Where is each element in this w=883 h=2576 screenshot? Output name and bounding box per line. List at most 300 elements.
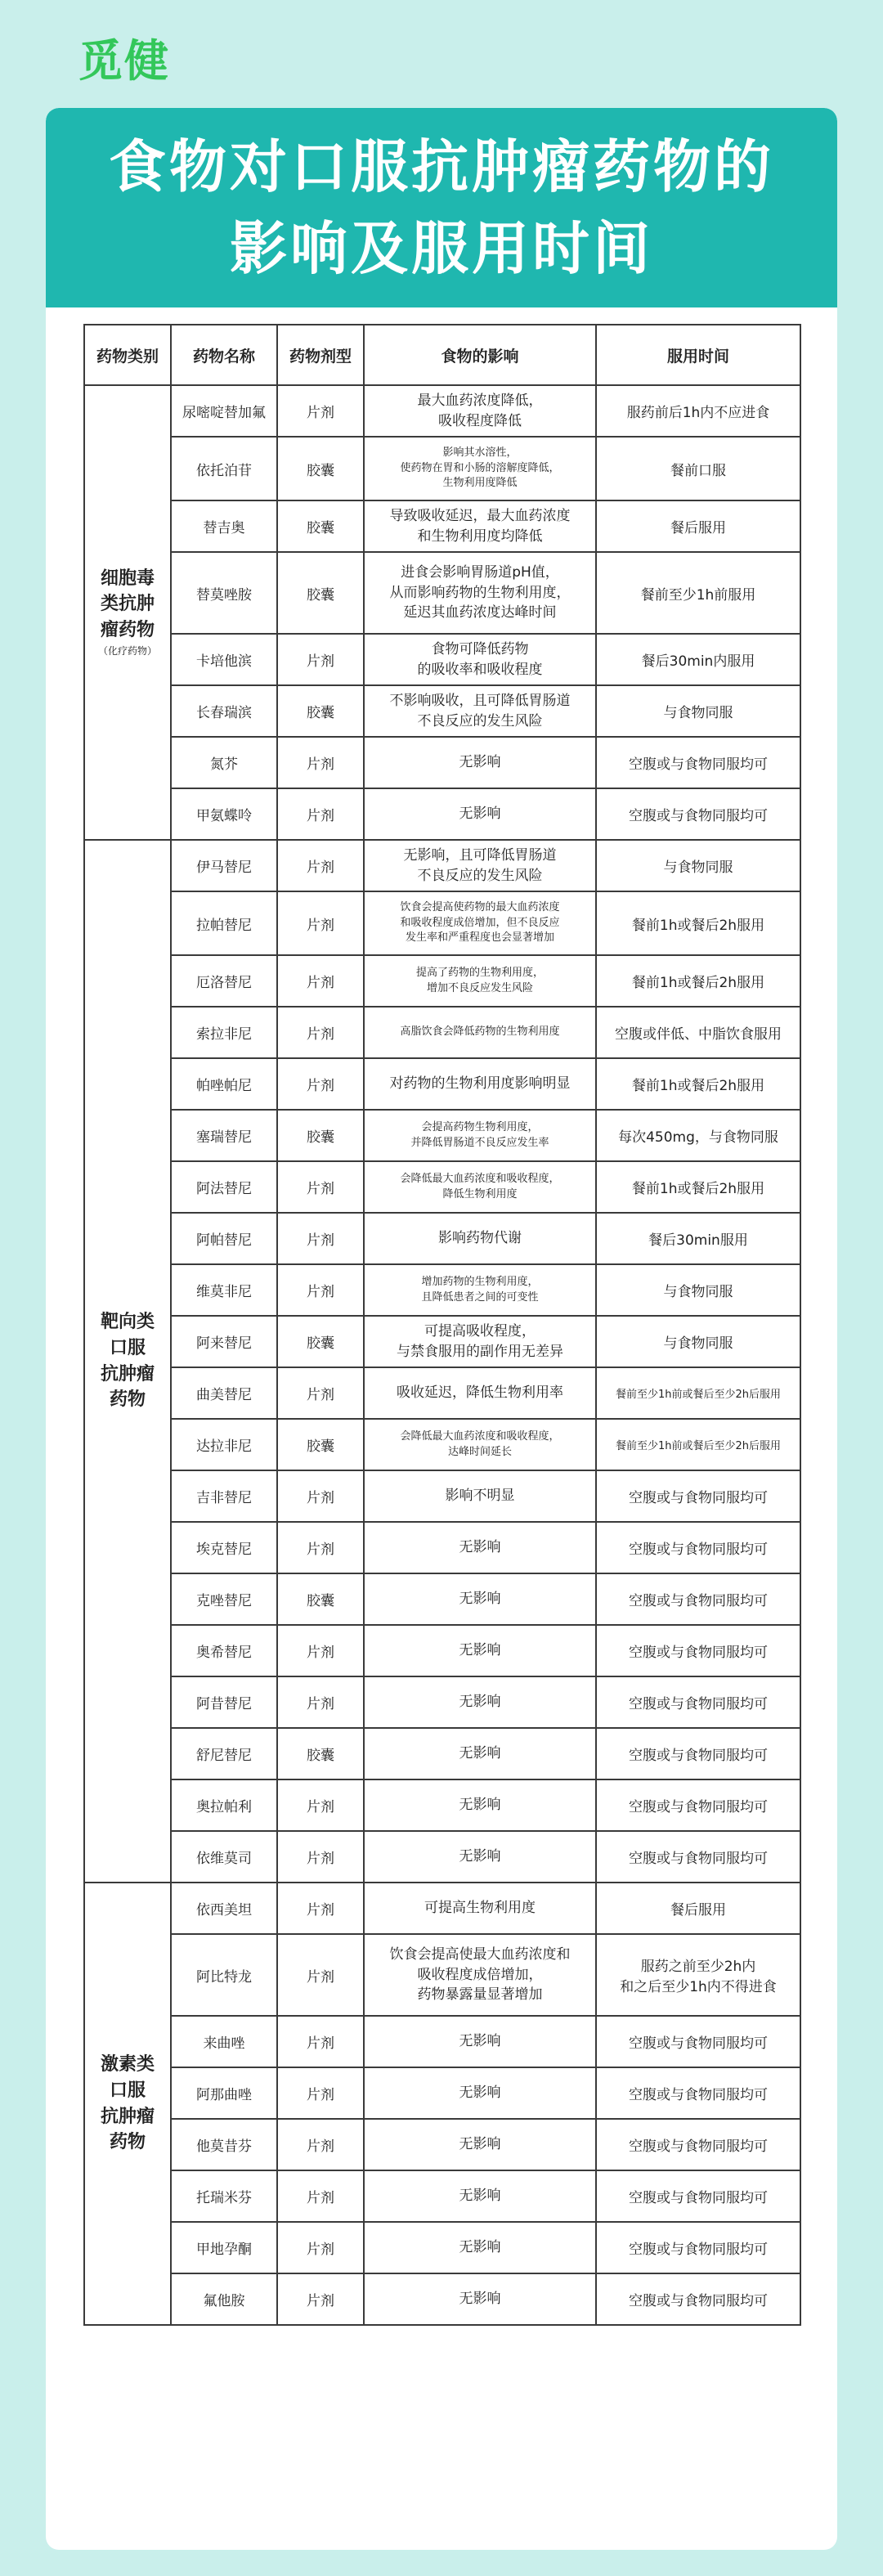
table-header-row: [84, 325, 800, 385]
dosage-form-cell: 片剂: [277, 1264, 364, 1316]
dosing-time-line: 空腹或与食物同服均可: [629, 808, 768, 824]
title-banner: [46, 108, 837, 307]
dosage-form-cell: 胶囊: [277, 1110, 364, 1161]
food-effect-cell: [364, 685, 596, 737]
category-note: （化疗药物）: [97, 645, 157, 657]
food-effect-line: 影响药物代谢: [438, 1230, 522, 1247]
food-effect-line: 和吸收程度成倍增加，但不良反应: [400, 916, 560, 929]
dosing-time-line: 餐后服用: [670, 1902, 726, 1919]
dosing-time-line: 餐后服用: [670, 520, 726, 536]
food-effect-cell: [364, 552, 596, 634]
food-effect-line: 不良反应的发生风险: [417, 712, 543, 729]
food-effect-cell: [364, 1831, 596, 1883]
header-category: 药物类别: [84, 325, 171, 385]
food-effect-line: 吸收延迟，降低生物利用率: [397, 1384, 563, 1402]
food-effect-line: 无影响: [459, 2239, 501, 2256]
table-row: [84, 1676, 800, 1728]
dosing-time-line: 餐后30min内服用: [641, 653, 755, 670]
dosing-time-line: 空腹或与食物同服均可: [629, 2035, 768, 2052]
page-title-line-2: 影响及服用时间: [230, 215, 653, 282]
dosing-time-line: 与食物同服: [663, 859, 733, 876]
food-effect-line: 发生率和严重程度也会显著增加: [405, 931, 554, 945]
dosing-time-line: 空腹或与食物同服均可: [629, 2190, 768, 2206]
food-effect-line: 使药物在胃和小肠的溶解度降低，: [400, 461, 560, 474]
food-effect-cell: [364, 2170, 596, 2222]
dosing-time-cell: [596, 1419, 800, 1470]
header-dosage-form: 药物剂型: [277, 325, 364, 385]
drug-name-cell: 依西美坦: [171, 1883, 277, 1934]
food-effect-line: 可提高吸收程度，: [424, 1322, 536, 1340]
table-body: [84, 385, 800, 2325]
dosing-time-cell: [596, 2067, 800, 2119]
dosing-time-line: 餐前1h或餐后2h服用: [631, 1078, 765, 1094]
table-row: [84, 1058, 800, 1110]
food-effect-cell: [364, 788, 596, 840]
dosing-time-cell: [596, 955, 800, 1007]
dosing-time-line: 空腹或与食物同服均可: [629, 1696, 768, 1712]
table-row: [84, 1007, 800, 1058]
dosing-time-line: 与食物同服: [663, 1335, 733, 1352]
dosage-form-cell: 片剂: [277, 1058, 364, 1110]
drug-name-cell: 伊马替尼: [171, 840, 277, 891]
food-effect-line: 无影响: [459, 1848, 501, 1865]
dosing-time-line: 餐前1h或餐后2h服用: [631, 1181, 765, 1197]
drug-name-cell: 奥拉帕利: [171, 1779, 277, 1831]
dosing-time-cell: [596, 1058, 800, 1110]
dosing-time-cell: [596, 634, 800, 685]
dosing-time-cell: [596, 1779, 800, 1831]
food-effect-line: 增加不良反应发生风险: [426, 981, 533, 994]
dosing-time-line: 与食物同服: [663, 705, 733, 721]
food-effect-cell: [364, 2273, 596, 2325]
food-effect-line: 降低生物利用度: [442, 1187, 518, 1200]
category-name-line: 口服: [109, 2080, 146, 2101]
table-row: [84, 500, 800, 552]
dosing-time-line: 每次450mg，与食物同服: [618, 1129, 778, 1146]
dosing-time-cell: [596, 1676, 800, 1728]
table-row: [84, 1264, 800, 1316]
table-row: [84, 1573, 800, 1625]
food-effect-cell: [364, 891, 596, 955]
dosage-form-cell: 胶囊: [277, 552, 364, 634]
dosing-time-line: 空腹或与食物同服均可: [629, 1542, 768, 1558]
food-effect-line: 无影响: [459, 1797, 501, 1814]
food-effect-line: 吸收程度降低: [438, 412, 522, 429]
page-title-line-1: 食物对口服抗肿瘤药物的: [109, 133, 774, 200]
table-row: [84, 840, 800, 891]
food-effect-cell: [364, 1316, 596, 1367]
content-card: [46, 108, 837, 2550]
food-effect-line: 从而影响药物的生物利用度，: [389, 584, 571, 601]
drug-name-cell: 克唑替尼: [171, 1573, 277, 1625]
drug-name-cell: 阿昔替尼: [171, 1676, 277, 1728]
food-effect-cell: [364, 2222, 596, 2273]
table-row: [84, 891, 800, 955]
food-effect-line: 无影响: [459, 1642, 501, 1659]
drug-name-cell: 他莫昔芬: [171, 2119, 277, 2170]
table-row: [84, 1161, 800, 1213]
category-cell: [84, 1883, 171, 2325]
drug-table: [83, 324, 801, 2326]
food-effect-line: 可提高生物利用度: [424, 1900, 536, 1917]
food-effect-line: 无影响: [459, 2136, 501, 2153]
drug-name-cell: 索拉非尼: [171, 1007, 277, 1058]
dosing-time-line: 餐前至少1h前或餐后至少2h后服用: [615, 1389, 782, 1401]
dosing-time-cell: [596, 1470, 800, 1522]
dosage-form-cell: 片剂: [277, 1779, 364, 1831]
dosing-time-cell: [596, 1213, 800, 1264]
dosing-time-cell: [596, 385, 800, 437]
food-effect-line: 不影响吸收，且可降低胃肠道: [389, 692, 571, 709]
food-effect-cell: [364, 385, 596, 437]
table-row: [84, 2016, 800, 2067]
food-effect-cell: [364, 1522, 596, 1573]
drug-name-cell: 维莫非尼: [171, 1264, 277, 1316]
drug-name-cell: 卡培他滨: [171, 634, 277, 685]
dosing-time-cell: [596, 1573, 800, 1625]
table-row: [84, 1779, 800, 1831]
food-effect-cell: [364, 1934, 596, 2016]
category-name-line: 药物: [109, 1389, 146, 1411]
drug-name-cell: 阿比特龙: [171, 1934, 277, 2016]
food-effect-line: 和生物利用度均降低: [417, 527, 543, 545]
category-name-line: 口服: [109, 1337, 146, 1358]
table-row: [84, 1316, 800, 1367]
dosing-time-line: 餐前1h或餐后2h服用: [631, 975, 765, 991]
table-row: [84, 385, 800, 437]
food-effect-line: 提高了药物的生物利用度，: [415, 966, 544, 979]
food-effect-cell: [364, 1264, 596, 1316]
food-effect-cell: [364, 1161, 596, 1213]
drug-name-cell: 氟他胺: [171, 2273, 277, 2325]
dosing-time-line: 餐前至少1h前或餐后至少2h后服用: [615, 1440, 782, 1452]
food-effect-cell: [364, 2016, 596, 2067]
food-effect-cell: [364, 1728, 596, 1779]
table-row: [84, 1728, 800, 1779]
dosage-form-cell: 胶囊: [277, 1728, 364, 1779]
food-effect-cell: [364, 2067, 596, 2119]
dosage-form-cell: 片剂: [277, 385, 364, 437]
food-effect-line: 影响不明显: [445, 1488, 515, 1505]
category-name-line: 抗肿瘤: [100, 2106, 155, 2127]
table-row: [84, 788, 800, 840]
table-row: [84, 1934, 800, 2016]
food-effect-line: 不良反应的发生风险: [417, 867, 543, 884]
table-row: [84, 2273, 800, 2325]
table-row: [84, 1213, 800, 1264]
food-effect-cell: [364, 1007, 596, 1058]
dosing-time-cell: [596, 2273, 800, 2325]
drug-name-cell: 甲地孕酮: [171, 2222, 277, 2273]
category-name-line: 瘤药物: [100, 620, 155, 641]
table-row: [84, 2170, 800, 2222]
dosage-form-cell: 片剂: [277, 2067, 364, 2119]
drug-name-cell: 厄洛替尼: [171, 955, 277, 1007]
dosage-form-cell: 片剂: [277, 1470, 364, 1522]
food-effect-line: 最大血药浓度降低，: [417, 392, 543, 409]
food-effect-cell: [364, 1883, 596, 1934]
drug-name-cell: 塞瑞替尼: [171, 1110, 277, 1161]
food-effect-line: 食物可降低药物: [431, 640, 529, 657]
dosage-form-cell: 片剂: [277, 634, 364, 685]
table-row: [84, 1419, 800, 1470]
food-effect-line: 的吸收率和吸收程度: [417, 661, 543, 678]
dosage-form-cell: 片剂: [277, 1831, 364, 1883]
table-row: [84, 437, 800, 500]
dosing-time-line: 空腹或与食物同服均可: [629, 1748, 768, 1764]
food-effect-cell: [364, 1419, 596, 1470]
table-row: [84, 737, 800, 788]
food-effect-line: 并降低胃肠道不良反应发生率: [410, 1136, 549, 1149]
dosage-form-cell: 片剂: [277, 1213, 364, 1264]
food-effect-line: 进食会影响胃肠道pH值，: [401, 564, 559, 581]
food-effect-line: 吸收程度成倍增加，: [417, 1966, 543, 1983]
dosing-time-line: 空腹或与食物同服均可: [629, 1645, 768, 1661]
dosing-time-cell: [596, 1316, 800, 1367]
header-dosing-time: 服用时间: [596, 325, 800, 385]
dosing-time-cell: [596, 1522, 800, 1573]
drug-name-cell: 阿帕替尼: [171, 1213, 277, 1264]
table-row: [84, 1831, 800, 1883]
food-effect-line: 会降低最大血药浓度和吸收程度，: [400, 1429, 560, 1443]
food-effect-line: 且降低患者之间的可变性: [421, 1290, 539, 1304]
dosing-time-cell: [596, 552, 800, 634]
dosage-form-cell: 片剂: [277, 2273, 364, 2325]
food-effect-cell: [364, 1573, 596, 1625]
dosing-time-line: 空腹或与食物同服均可: [629, 2138, 768, 2155]
dosing-time-cell: [596, 500, 800, 552]
food-effect-line: 与禁食服用的副作用无差异: [397, 1343, 563, 1360]
food-effect-line: 药物暴露量显著增加: [417, 1986, 543, 2004]
category-name-line: 细胞毒: [100, 568, 155, 589]
dosing-time-line: 空腹或与食物同服均可: [629, 1799, 768, 1815]
food-effect-line: 饮食会提高使最大血药浓度和: [389, 1946, 571, 1963]
dosing-time-line: 与食物同服: [663, 1284, 733, 1300]
table-row: [84, 955, 800, 1007]
dosage-form-cell: 片剂: [277, 788, 364, 840]
category-name-line: 靶向类: [100, 1311, 155, 1332]
food-effect-line: 影响其水溶性，: [442, 446, 518, 459]
drug-name-cell: 替莫唑胺: [171, 552, 277, 634]
dosage-form-cell: 胶囊: [277, 1573, 364, 1625]
dosage-form-cell: 片剂: [277, 1883, 364, 1934]
food-effect-cell: [364, 1625, 596, 1676]
dosing-time-line: 餐前至少1h前服用: [640, 586, 756, 604]
food-effect-line: 无影响: [459, 754, 501, 771]
drug-name-cell: 阿那曲唑: [171, 2067, 277, 2119]
dosage-form-cell: 片剂: [277, 891, 364, 955]
dosing-time-line: 空腹或与食物同服均可: [629, 2242, 768, 2258]
dosage-form-cell: 片剂: [277, 1934, 364, 2016]
drug-name-cell: 氮芥: [171, 737, 277, 788]
table-row: [84, 1367, 800, 1419]
dosing-time-cell: [596, 2222, 800, 2273]
category-name-line: 激素类: [100, 2053, 155, 2075]
dosage-form-cell: 胶囊: [277, 1316, 364, 1367]
food-effect-cell: [364, 1110, 596, 1161]
dosing-time-cell: [596, 685, 800, 737]
food-effect-cell: [364, 737, 596, 788]
drug-name-cell: 阿法替尼: [171, 1161, 277, 1213]
food-effect-line: 无影响: [459, 2085, 501, 2102]
food-effect-line: 饮食会提高使药物的最大血药浓度: [400, 900, 560, 913]
food-effect-line: 无影响: [459, 2033, 501, 2050]
food-effect-line: 无影响: [459, 1745, 501, 1762]
drug-name-cell: 拉帕替尼: [171, 891, 277, 955]
dosing-time-cell: [596, 1934, 800, 2016]
food-effect-line: 无影响: [459, 2291, 501, 2308]
dosage-form-cell: 片剂: [277, 737, 364, 788]
dosing-time-line: 空腹或与食物同服均可: [629, 1851, 768, 1867]
food-effect-line: 导致吸收延迟，最大血药浓度: [389, 507, 571, 524]
dosage-form-cell: 胶囊: [277, 437, 364, 500]
food-effect-line: 会提高药物生物利用度，: [421, 1120, 539, 1133]
table-row: [84, 1883, 800, 1934]
category-name-line: 抗肿瘤: [100, 1363, 155, 1384]
table-row: [84, 1470, 800, 1522]
dosage-form-cell: 片剂: [277, 1625, 364, 1676]
drug-name-cell: 阿来替尼: [171, 1316, 277, 1367]
dosing-time-cell: [596, 840, 800, 891]
food-effect-line: 无影响: [459, 1539, 501, 1556]
food-effect-line: 对药物的生物利用度影响明显: [389, 1075, 571, 1093]
drug-name-cell: 奥希替尼: [171, 1625, 277, 1676]
dosing-time-line: 空腹或伴低、中脂饮食服用: [615, 1026, 782, 1043]
dosing-time-line: 餐后30min服用: [648, 1232, 748, 1249]
food-effect-cell: [364, 500, 596, 552]
drug-name-cell: 甲氨蝶呤: [171, 788, 277, 840]
dosage-form-cell: 片剂: [277, 840, 364, 891]
dosing-time-line: 服药前后1h内不应进食: [626, 405, 770, 421]
food-effect-cell: [364, 1367, 596, 1419]
drug-name-cell: 尿嘧啶替加氟: [171, 385, 277, 437]
table-row: [84, 634, 800, 685]
table-row: [84, 552, 800, 634]
dosing-time-cell: [596, 737, 800, 788]
food-effect-cell: [364, 955, 596, 1007]
food-effect-line: 无影响，且可降低胃肠道: [403, 846, 557, 864]
dosage-form-cell: 片剂: [277, 2016, 364, 2067]
table-row: [84, 1522, 800, 1573]
food-effect-cell: [364, 634, 596, 685]
table-row: [84, 1625, 800, 1676]
food-effect-line: 生物利用度降低: [442, 477, 518, 490]
dosage-form-cell: 片剂: [277, 1007, 364, 1058]
dosage-form-cell: 片剂: [277, 1522, 364, 1573]
table-row: [84, 2119, 800, 2170]
dosage-form-cell: 片剂: [277, 955, 364, 1007]
food-effect-line: 延迟其血药浓度达峰时间: [403, 604, 557, 622]
dosing-time-line: 和之后至少1h内不得进食: [620, 1979, 777, 1995]
dosage-form-cell: 片剂: [277, 2222, 364, 2273]
food-effect-line: 无影响: [459, 2188, 501, 2205]
food-effect-cell: [364, 840, 596, 891]
header-drug-name: 药物名称: [171, 325, 277, 385]
dosing-time-cell: [596, 1007, 800, 1058]
table-row: [84, 2222, 800, 2273]
dosing-time-cell: [596, 2170, 800, 2222]
dosing-time-line: 空腹或与食物同服均可: [629, 2087, 768, 2103]
food-effect-cell: [364, 1676, 596, 1728]
food-effect-cell: [364, 1213, 596, 1264]
category-cell: [84, 385, 171, 840]
food-effect-line: 高脂饮食会降低药物的生物利用度: [400, 1025, 560, 1039]
table-row: [84, 1110, 800, 1161]
drug-name-cell: 帕唑帕尼: [171, 1058, 277, 1110]
food-effect-cell: [364, 1058, 596, 1110]
dosing-time-cell: [596, 1110, 800, 1161]
drug-name-cell: 吉非替尼: [171, 1470, 277, 1522]
category-cell: [84, 840, 171, 1883]
dosing-time-cell: [596, 437, 800, 500]
dosage-form-cell: 片剂: [277, 1367, 364, 1419]
dosing-time-cell: [596, 2119, 800, 2170]
food-effect-line: 增加药物的生物利用度，: [421, 1275, 539, 1288]
dosage-form-cell: 胶囊: [277, 685, 364, 737]
food-effect-line: 无影响: [459, 1591, 501, 1608]
table-row: [84, 2067, 800, 2119]
dosing-time-cell: [596, 2016, 800, 2067]
drug-name-cell: 长春瑞滨: [171, 685, 277, 737]
dosing-time-cell: [596, 1161, 800, 1213]
dosage-form-cell: 片剂: [277, 1676, 364, 1728]
drug-name-cell: 托瑞米芬: [171, 2170, 277, 2222]
dosing-time-cell: [596, 891, 800, 955]
drug-name-cell: 舒尼替尼: [171, 1728, 277, 1779]
header-food-effect: 食物的影响: [364, 325, 596, 385]
food-effect-line: 无影响: [459, 806, 501, 823]
dosing-time-cell: [596, 1264, 800, 1316]
drug-name-cell: 依维莫司: [171, 1831, 277, 1883]
dosage-form-cell: 胶囊: [277, 1419, 364, 1470]
dosing-time-cell: [596, 1625, 800, 1676]
dosing-time-line: 服药之前至少2h内: [640, 1959, 756, 1975]
dosage-form-cell: 胶囊: [277, 500, 364, 552]
dosing-time-cell: [596, 1367, 800, 1419]
dosing-time-line: 餐前1h或餐后2h服用: [631, 917, 765, 934]
dosing-time-cell: [596, 788, 800, 840]
food-effect-line: 会降低最大血药浓度和吸收程度，: [400, 1172, 560, 1185]
dosing-time-cell: [596, 1831, 800, 1883]
dosage-form-cell: 片剂: [277, 2170, 364, 2222]
drug-name-cell: 达拉非尼: [171, 1419, 277, 1470]
food-effect-cell: [364, 437, 596, 500]
brand-logo: 觅健: [78, 35, 170, 87]
dosage-form-cell: 片剂: [277, 1161, 364, 1213]
dosage-form-cell: 片剂: [277, 2119, 364, 2170]
food-effect-cell: [364, 1470, 596, 1522]
dosing-time-line: 空腹或与食物同服均可: [629, 756, 768, 773]
category-name-line: 药物: [109, 2132, 146, 2153]
food-effect-line: 无影响: [459, 1694, 501, 1711]
drug-name-cell: 曲美替尼: [171, 1367, 277, 1419]
drug-name-cell: 埃克替尼: [171, 1522, 277, 1573]
category-name-line: 类抗肿: [100, 594, 155, 615]
food-effect-cell: [364, 2119, 596, 2170]
dosing-time-cell: [596, 1883, 800, 1934]
drug-name-cell: 来曲唑: [171, 2016, 277, 2067]
dosing-time-line: 空腹或与食物同服均可: [629, 2293, 768, 2309]
dosing-time-line: 空腹或与食物同服均可: [629, 1490, 768, 1506]
dosing-time-line: 空腹或与食物同服均可: [629, 1593, 768, 1609]
food-effect-cell: [364, 1779, 596, 1831]
table-row: [84, 685, 800, 737]
drug-name-cell: 替吉奥: [171, 500, 277, 552]
drug-name-cell: 依托泊苷: [171, 437, 277, 500]
dosing-time-line: 餐前口服: [670, 462, 726, 479]
food-effect-line: 达峰时间延长: [447, 1445, 512, 1458]
dosing-time-cell: [596, 1728, 800, 1779]
